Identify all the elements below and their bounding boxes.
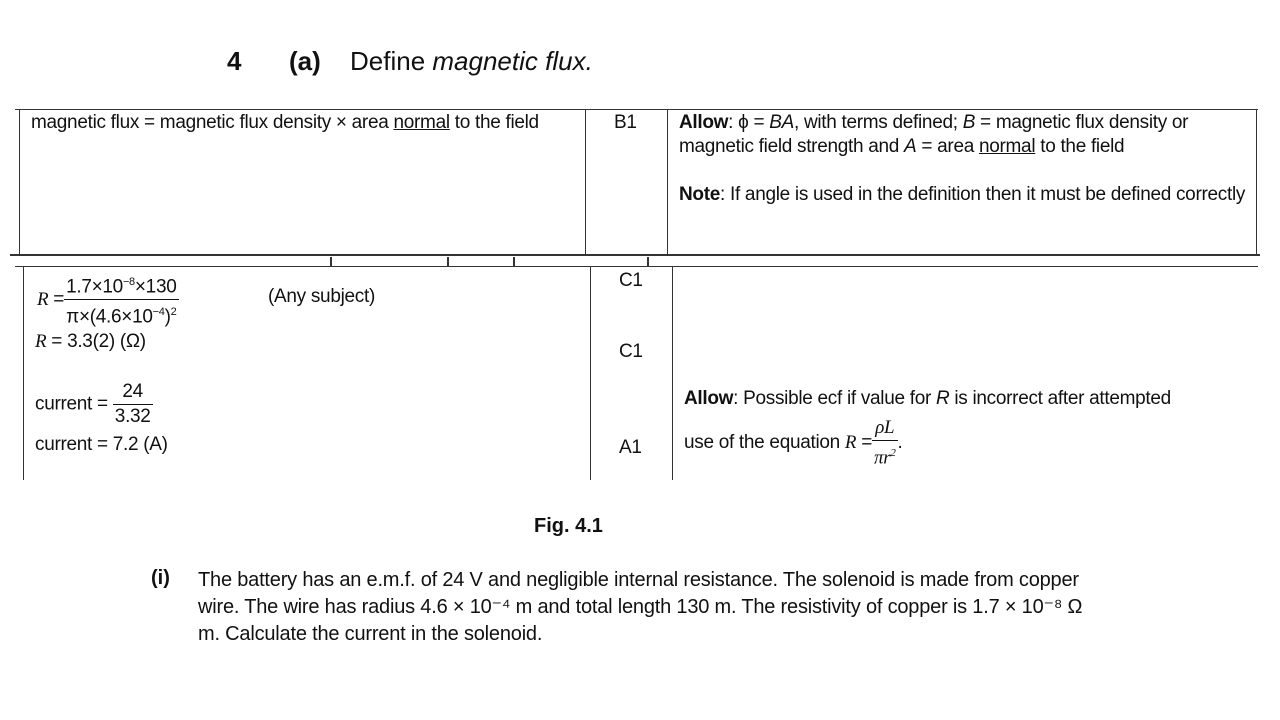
table-border bbox=[590, 266, 591, 480]
part-label: (i) bbox=[151, 567, 170, 589]
text: to the field bbox=[1035, 136, 1125, 157]
text: A bbox=[904, 136, 917, 157]
note-text: : If angle is used in the definition then it must be defined correctly bbox=[720, 184, 1246, 205]
text: = area bbox=[916, 136, 979, 157]
denominator bbox=[872, 441, 898, 470]
question-part: (a) bbox=[289, 46, 321, 76]
text: use of the equation bbox=[684, 432, 845, 454]
text: , with terms defined; bbox=[793, 112, 963, 133]
denominator bbox=[64, 300, 178, 329]
text: πr bbox=[874, 447, 891, 469]
table-border bbox=[10, 254, 1260, 256]
text: current = bbox=[35, 393, 108, 415]
denominator: 3.32 bbox=[114, 406, 151, 427]
var: R bbox=[37, 288, 49, 310]
text: ) bbox=[164, 306, 171, 328]
table-border bbox=[667, 109, 668, 255]
question-number: 4 bbox=[227, 46, 242, 76]
equation-line bbox=[684, 416, 903, 470]
mark: A1 bbox=[619, 437, 642, 458]
text: ×130 bbox=[134, 276, 177, 298]
any-subject: (Any subject) bbox=[268, 286, 375, 307]
text: = magnetic flux density or magnetic field strength and bbox=[679, 112, 1189, 157]
note-label: Note bbox=[679, 184, 721, 205]
resistance-equation bbox=[37, 270, 179, 330]
allow-ecf bbox=[684, 387, 1264, 411]
mark: C1 bbox=[619, 341, 643, 362]
var: R bbox=[35, 331, 47, 352]
answer-underlined: normal bbox=[393, 112, 450, 133]
table-border bbox=[585, 109, 586, 255]
text: is incorrect after attempted bbox=[949, 388, 1171, 409]
tick bbox=[447, 257, 449, 266]
figure-caption: Fig. 4.1 bbox=[534, 515, 603, 537]
text: BA bbox=[769, 112, 794, 133]
answer-text bbox=[31, 111, 576, 135]
text: . bbox=[897, 432, 903, 454]
text: = bbox=[856, 432, 873, 454]
fraction bbox=[872, 416, 898, 470]
allow-note bbox=[679, 111, 1249, 159]
fraction bbox=[64, 270, 178, 330]
text: B bbox=[962, 112, 976, 133]
text: 1.7×10 bbox=[66, 276, 123, 298]
numerator bbox=[64, 270, 178, 300]
text: 2 bbox=[170, 306, 177, 319]
text: −4 bbox=[152, 306, 165, 319]
table-border bbox=[672, 266, 673, 480]
table-border bbox=[23, 266, 24, 480]
question-prompt bbox=[350, 46, 593, 77]
table-border bbox=[15, 109, 1258, 110]
tick bbox=[647, 257, 649, 266]
text: : Possible ecf if value for bbox=[733, 388, 936, 409]
text: R bbox=[935, 388, 950, 409]
var: R bbox=[844, 432, 857, 454]
text: −8 bbox=[122, 276, 135, 288]
current-equation bbox=[35, 380, 153, 429]
current-value: current = 7.2 (A) bbox=[35, 434, 168, 455]
part-text: The battery has an e.m.f. of 24 V and negligible internal resistance. The solenoid is made from copper wire. The wire has radius 4.6 × 10⁻⁴ m and total length 130 m. The resistivity of copper is 1.7 × 10⁻⁸ Ω m. Calculate the current in the solenoid. bbox=[198, 569, 1083, 645]
text: π×(4.6×10 bbox=[66, 306, 153, 328]
mark: C1 bbox=[619, 270, 643, 291]
prompt-term: magnetic flux. bbox=[432, 46, 593, 76]
text: normal bbox=[978, 136, 1036, 157]
allow-label: Allow bbox=[684, 388, 734, 409]
note bbox=[679, 183, 1249, 207]
resistance-value bbox=[35, 330, 146, 354]
table-border bbox=[1256, 109, 1257, 255]
text: = bbox=[48, 288, 65, 310]
mark: B1 bbox=[614, 112, 637, 133]
numerator: ρL bbox=[872, 416, 898, 441]
text: = 3.3(2) (Ω) bbox=[46, 331, 146, 352]
table-border bbox=[19, 109, 20, 255]
allow-label: Allow bbox=[679, 112, 729, 133]
tick bbox=[513, 257, 515, 266]
numerator: 24 bbox=[113, 380, 153, 405]
prompt-text: Define bbox=[350, 46, 433, 76]
text: 2 bbox=[890, 447, 896, 459]
answer-part: to the field bbox=[449, 112, 539, 133]
tick bbox=[330, 257, 332, 266]
fraction bbox=[113, 380, 153, 429]
table-border bbox=[15, 266, 1258, 267]
answer-part: magnetic flux = magnetic flux density × area bbox=[31, 112, 394, 133]
text: : ϕ = bbox=[728, 112, 770, 133]
